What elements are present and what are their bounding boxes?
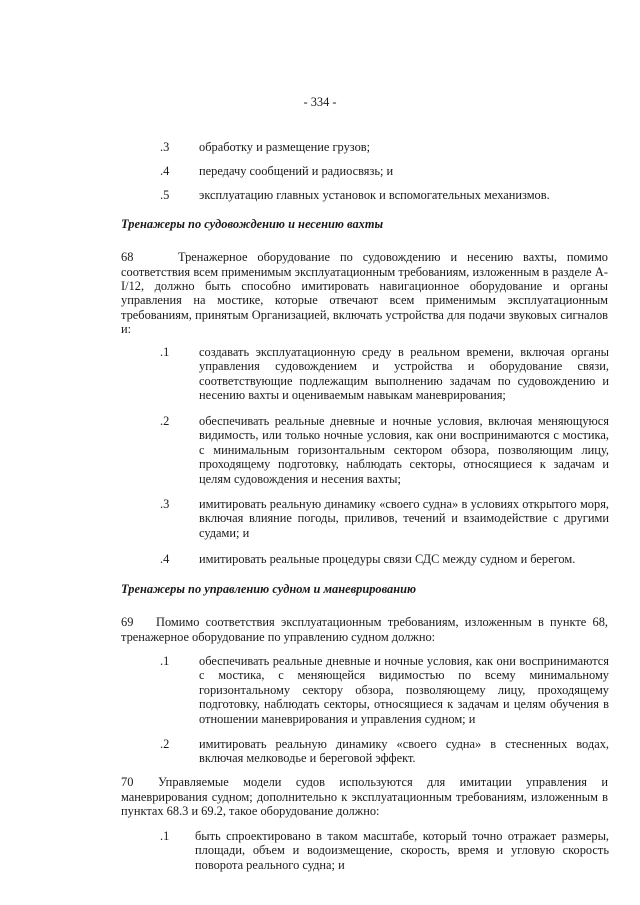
list-item-text: передачу сообщений и радиосвязь; и xyxy=(199,164,394,178)
list-item-text: эксплуатацию главных установок и вспомогательных механизмов. xyxy=(199,188,550,202)
list-item-text: обеспечивать реальные дневные и ночные условия, включая меняющуюся видимость, или только ночные условия, как они воспринимаются с мостика, с минимальным горизонтальным сектором обзора, позволяющим лицу, проходящему подготовку, наблюдать секторы, относящиеся к задачам и целям судовождения и несения вахты; xyxy=(199,414,609,486)
list-item-number: .4 xyxy=(160,164,170,178)
list-item-text: имитировать реальную динамику «своего судна» в стесненных водах, включая мелководье и береговой эффект. xyxy=(199,737,609,766)
paragraph-text: тренажерное оборудование по управлению судном должно: xyxy=(121,629,436,644)
list-item-number: .1 xyxy=(160,654,170,668)
list-item-number: .1 xyxy=(160,345,170,359)
list-item-text: обработку и размещение грузов; xyxy=(199,140,371,154)
list-item-text: имитировать реальную динамику «своего судна» в условиях открытого моря, включая влияние погоды, приливов, течений и взаимодействие с другими судами; и xyxy=(199,497,609,540)
paragraph-first-line: Тренажерное оборудование по судовождению и несению вахты, помимо xyxy=(178,250,608,264)
list-item-text: имитировать реальные процедуры связи СДС между судном и берегом. xyxy=(199,552,576,566)
list-item-number: .3 xyxy=(160,497,170,511)
list-item-number: .5 xyxy=(160,188,170,202)
paragraph-text: соответствия всем применимым эксплуатационным требованиям, изложенным в разделе A-I/12, должно быть способно имитировать навигационное оборудование и органы управления на мостике, которые отвечают всем применимым эксплуатационным требованиям, принятым Организацией, включать устройства для подачи звуковых сигналов и: xyxy=(121,264,608,337)
paragraph-first-line: Помимо соответствия эксплуатационным требованиям, изложенным в пункте 68, xyxy=(156,615,608,629)
list-item-text: создавать эксплуатационную среду в реальном времени, включая органы управления судовождением и устройства и оборудование связи, соответствующие подлежащим выполнению задачам по судовождению и несению вахты и оцениваемым навыкам маневрирования; xyxy=(199,345,609,403)
section-heading: Тренажеры по управлению судном и маневрированию xyxy=(121,582,417,596)
list-item-number: .3 xyxy=(160,140,170,154)
list-item-number: .1 xyxy=(160,829,170,843)
paragraph-first-line: Управляемые модели судов используются для имитации управления и xyxy=(158,775,608,789)
page-number: - 334 - xyxy=(303,95,337,109)
list-item-number: .4 xyxy=(160,552,170,566)
list-item-number: .2 xyxy=(160,414,170,428)
paragraph-number: 68 xyxy=(121,250,134,264)
list-item-number: .2 xyxy=(160,737,170,751)
paragraph-number: 69 xyxy=(121,615,134,629)
paragraph-number: 70 xyxy=(121,775,134,789)
section-heading: Тренажеры по судовождению и несению вахты xyxy=(121,217,384,231)
list-item-text: обеспечивать реальные дневные и ночные условия, как они воспринимаются с мостика, с меняющейся видимостью по всему минимальному горизонтальному сектору обзора, позволяющему лицу, проходящему подготовку, наблюдать секторы, относящиеся к задачам и целям обучения в отношении маневрирования и управления судном; и xyxy=(199,654,609,726)
list-item-text: быть спроектировано в таком масштабе, который точно отражает размеры, площади, объем и водоизмещение, скорость, время и угловую скорость поворота реального судна; и xyxy=(195,829,609,872)
paragraph-text: маневрирования судном; дополнительно к эксплуатационным требованиям, изложенным в пунктах 68.3 и 69.2, такое оборудование должно: xyxy=(121,789,608,818)
